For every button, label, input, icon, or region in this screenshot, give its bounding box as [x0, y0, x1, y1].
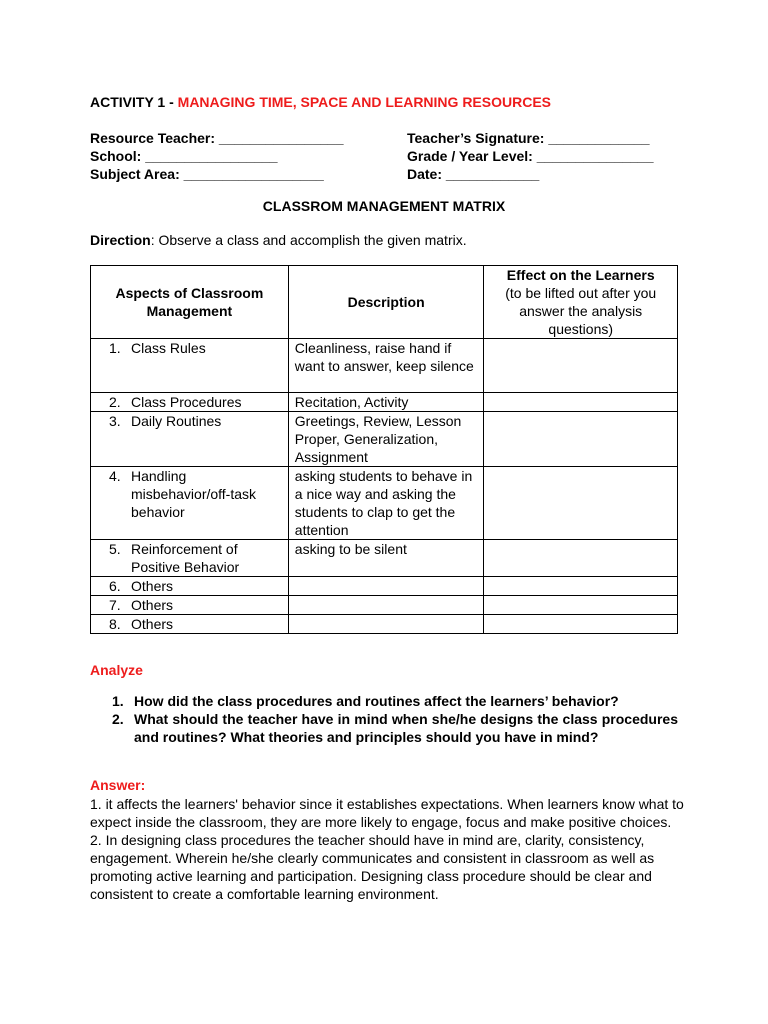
table-row — [91, 467, 678, 540]
analysis-questions — [90, 692, 678, 746]
table-row — [91, 540, 678, 577]
signature-line: Teacher’s Signature: _____________ — [407, 130, 650, 146]
date-line: Date: ____________ — [407, 166, 540, 182]
description-cell: Cleanliness, raise hand if want to answer, keep silence — [288, 339, 484, 393]
header-effect-title: Effect on the Learners — [506, 267, 655, 283]
table-row — [91, 339, 678, 393]
question-item — [90, 692, 678, 710]
table-row — [91, 412, 678, 467]
answer-paragraph-1: 1. it affects the learners' behavior since it establishes expectations. When learners know what to expect inside the classroom, they are more likely to engage, focus and make positive choices. — [90, 796, 684, 830]
description-cell — [288, 577, 484, 596]
description-cell: asking to be silent — [288, 540, 484, 577]
info-right-block — [407, 129, 654, 183]
description-cell: Recitation, Activity — [288, 393, 484, 412]
school-line: School: _________________ — [90, 148, 278, 164]
activity-prefix: ACTIVITY 1 - — [90, 94, 178, 110]
question-text: What should the teacher have in mind when she/he designs the class procedures and routines? What theories and principles should you have in mind? — [134, 711, 678, 745]
table-header-row — [91, 266, 678, 339]
matrix-title: CLASSROM MANAGEMENT MATRIX — [262, 198, 506, 214]
question-number: 1. — [112, 693, 124, 709]
grade-level-line: Grade / Year Level: _______________ — [407, 148, 654, 164]
analyze-heading: Analyze — [90, 662, 143, 678]
table-row — [91, 596, 678, 615]
description-cell: asking students to behave in a nice way and asking the students to clap to get the attention — [288, 467, 484, 540]
info-left-block — [90, 129, 343, 183]
answer-body — [90, 795, 690, 903]
management-matrix-table — [90, 265, 678, 634]
question-text: How did the class procedures and routines affect the learners’ behavior? — [134, 693, 619, 709]
header-effect-sub: (to be lifted out after you answer the analysis questions) — [505, 285, 657, 337]
question-number: 2. — [112, 711, 124, 727]
direction-line — [90, 232, 467, 248]
aspect-cell: 6. Others — [91, 577, 289, 596]
table-row — [91, 393, 678, 412]
table-row — [91, 615, 678, 634]
description-cell — [288, 596, 484, 615]
question-item — [90, 710, 678, 746]
description-cell: Greetings, Review, Lesson Proper, Generalization, Assignment — [288, 412, 484, 467]
effect-cell — [484, 467, 678, 540]
effect-cell — [484, 540, 678, 577]
aspect-cell: 5. Reinforcement of Positive Behavior — [91, 540, 289, 577]
header-description: Description — [288, 266, 484, 339]
effect-cell — [484, 412, 678, 467]
answer-paragraph-2: 2. In designing class procedures the teacher should have in mind are, clarity, consistency, engagement. Wherein he/she clearly communicates and consistent in classroom as well as promoting active learning and participation. Designing class procedure should be clear and consistent to create a comfortable learning environment. — [90, 832, 655, 902]
resource-teacher-line: Resource Teacher: ________________ — [90, 130, 344, 146]
direction-text: : Observe a class and accomplish the given matrix. — [150, 232, 467, 248]
aspect-cell: 1. Class Rules — [91, 339, 289, 393]
table-row — [91, 577, 678, 596]
activity-title: MANAGING TIME, SPACE AND LEARNING RESOURCES — [177, 94, 552, 110]
header-aspects: Aspects of Classroom Management — [91, 266, 289, 339]
subject-area-line: Subject Area: __________________ — [90, 166, 324, 182]
aspect-cell: 4. Handling misbehavior/off-task behavior — [91, 467, 289, 540]
effect-cell — [484, 577, 678, 596]
aspect-cell: 3. Daily Routines — [91, 412, 289, 467]
effect-cell — [484, 393, 678, 412]
aspect-cell: 7. Others — [91, 596, 289, 615]
description-cell — [288, 615, 484, 634]
effect-cell — [484, 596, 678, 615]
aspect-cell: 8. Others — [91, 615, 289, 634]
activity-heading — [90, 94, 551, 110]
effect-cell — [484, 615, 678, 634]
effect-cell — [484, 339, 678, 393]
direction-label: Direction — [90, 232, 151, 248]
aspect-cell: 2. Class Procedures — [91, 393, 289, 412]
header-effect — [484, 266, 678, 339]
answer-heading: Answer: — [90, 777, 146, 793]
